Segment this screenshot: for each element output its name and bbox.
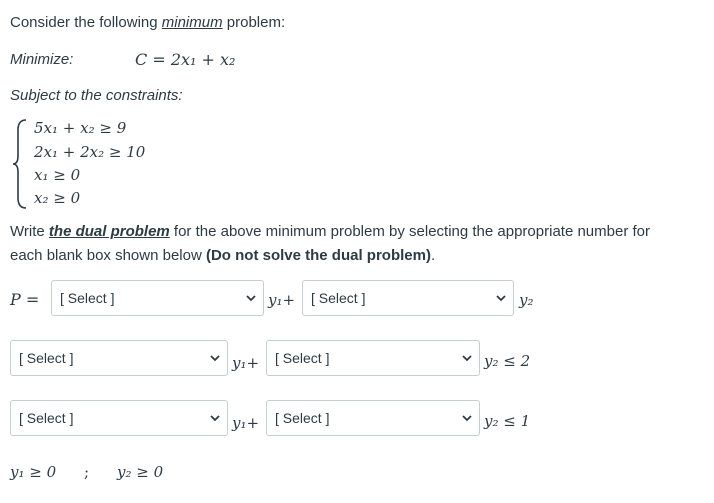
constraint-3: x₁ ≥ 0 (34, 166, 81, 184)
dual-problem-emphasis: the dual problem (48, 223, 170, 240)
nonneg-y1: y₁ ≥ 0 (10, 463, 57, 481)
select-constraint2-y2-coefficient[interactable] (266, 400, 480, 436)
constraints-label: Subject to the constraints: (10, 87, 183, 104)
do-not-solve-note: (Do not solve the dual problem) (205, 247, 431, 264)
select-constraint2-y1-coefficient[interactable] (10, 400, 228, 436)
chevron-down-icon (461, 412, 473, 424)
dual-objective-lhs (10, 290, 39, 309)
instructions-p4: . (430, 247, 436, 264)
constraint2-rhs: y₂ ≤ 1 (484, 412, 531, 430)
select-constraint1-y1-coefficient[interactable] (10, 340, 228, 376)
intro-emphasis: minimum (161, 14, 223, 31)
select-label: [ Select ] (60, 290, 115, 306)
objective-y1-plus: y₁+ (268, 291, 296, 309)
nonneg-y2: y₂ ≥ 0 (117, 463, 164, 481)
select-label: [ Select ] (311, 290, 366, 306)
intro-prefix: Consider the following (10, 14, 162, 31)
intro-text (10, 14, 285, 31)
constraint1-y1-plus: y₁+ (232, 354, 260, 372)
chevron-down-icon (245, 292, 257, 304)
objective-y2: y₂ (519, 291, 534, 309)
select-objective-y2-coefficient[interactable] (302, 280, 514, 316)
select-label: [ Select ] (275, 410, 330, 426)
instructions-p1: Write (10, 223, 49, 240)
constraint2-y1-plus: y₁+ (232, 414, 260, 432)
instructions-p2: for the above minimum problem by selecting the appropriate number for (169, 223, 650, 240)
intro-suffix: problem: (222, 14, 286, 31)
chevron-down-icon (209, 352, 221, 364)
nonneg-separator: ; (84, 463, 90, 481)
select-objective-y1-coefficient[interactable] (51, 280, 264, 316)
select-constraint1-y2-coefficient[interactable] (266, 340, 480, 376)
chevron-down-icon (209, 412, 221, 424)
constraint-2: 2x₁ + 2x₂ ≥ 10 (34, 143, 146, 161)
minimize-label: Minimize: (10, 51, 74, 68)
chevron-down-icon (495, 292, 507, 304)
constraint1-rhs: y₂ ≤ 2 (484, 352, 531, 370)
chevron-down-icon (461, 352, 473, 364)
instructions-p3: each blank box shown below (10, 247, 206, 264)
select-label: [ Select ] (275, 350, 330, 366)
select-label: [ Select ] (19, 350, 74, 366)
p-equals: P = (10, 290, 40, 309)
constraint-4: x₂ ≥ 0 (34, 189, 81, 207)
instructions-line-2 (10, 247, 435, 264)
objective-expression: C = 2x₁ + x₂ (135, 50, 236, 69)
select-label: [ Select ] (19, 410, 74, 426)
constraint-1: 5x₁ + x₂ ≥ 9 (34, 119, 127, 137)
instructions-line-1 (10, 223, 650, 240)
constraints-brace (12, 118, 28, 210)
